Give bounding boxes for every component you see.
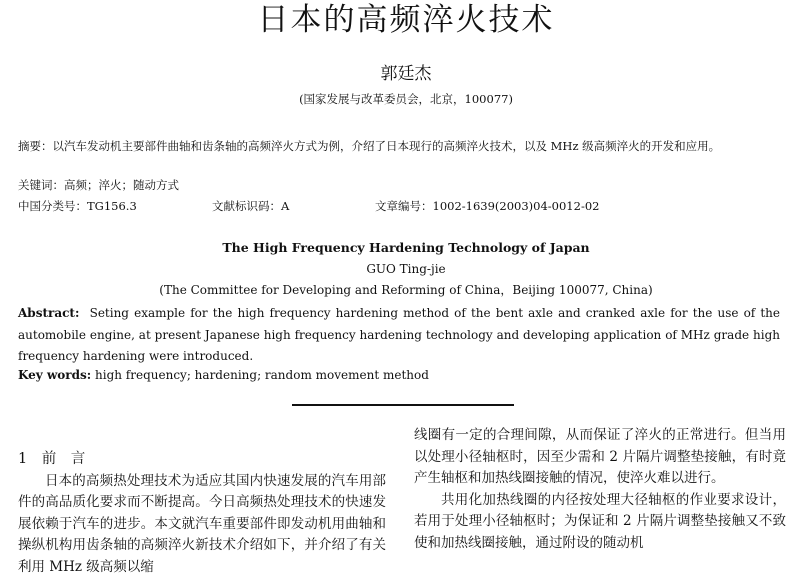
author-affiliation: (国家发展与改革委员会，北京，100077)	[0, 92, 812, 106]
keywords-label: Key words:	[18, 368, 91, 382]
english-abstract	[18, 303, 780, 368]
document-code: 文献标识码：A	[212, 199, 289, 213]
intro-paragraph: 日本的高频热处理技术为适应其国内快速发展的汽车用部件的高品质化要求而不断提高。今日高频热处理技术的快速发展依赖于汽车的进步。本文就汽车重要部件即发动机用曲轴和操纵机构用齿条轴的高频淬火新技术介绍如下，并介绍了有关利用 MHz 级高频以缩	[18, 471, 386, 578]
english-author: GUO Ting-jie	[0, 261, 812, 277]
english-keywords	[18, 367, 429, 383]
classification-number: 中国分类号：TG156.3	[18, 199, 137, 213]
english-title: The High Frequency Hardening Technology of Japan	[0, 240, 812, 256]
author-name: 郭廷杰	[0, 64, 812, 84]
right-column	[414, 425, 786, 554]
divider-rule	[292, 404, 514, 406]
chinese-abstract: 摘要：以汽车发动机主要部件曲轴和齿条轴的高频淬火方式为例，介绍了日本现行的高频淬火技术，以及 MHz 级高频淬火的开发和应用。	[18, 136, 793, 157]
right-paragraph-1: 线圈有一定的合理间隙，从而保证了淬火的正常进行。但当用以处理小径轴枢时，因至少需和 2 片隔片调整垫接触，有时竟产生轴枢和加热线圈接触的情况，使淬火难以进行。	[414, 425, 786, 490]
english-affiliation: (The Committee for Developing and Reforming of China，Beijing 100077, China)	[0, 282, 812, 298]
keywords-text: high frequency; hardening; random movement method	[95, 368, 429, 382]
left-column	[18, 449, 386, 578]
page-title: 日本的高频淬火技术	[0, 2, 812, 38]
abstract-label: Abstract:	[18, 306, 79, 320]
right-paragraph-2: 共用化加热线圈的内径按处理大径轴枢的作业要求设计，若用于处理小径轴枢时；为保证和 2 片隔片调整垫接触又不致使和加热线圈接触，通过附设的随动机	[414, 490, 786, 555]
section-heading: 1 前 言	[18, 449, 386, 471]
chinese-keywords: 关键词：高频；淬火；随动方式	[18, 178, 179, 192]
article-number: 文章编号：1002-1639(2003)04-0012-02	[375, 199, 599, 213]
abstract-text: Seting example for the high frequency hardening method of the bent axle and cranked axle for the use of the automobile engine, at present Japanese high frequency hardening technology and developing application of MHz grade high frequency hardening were introduced.	[18, 306, 780, 363]
